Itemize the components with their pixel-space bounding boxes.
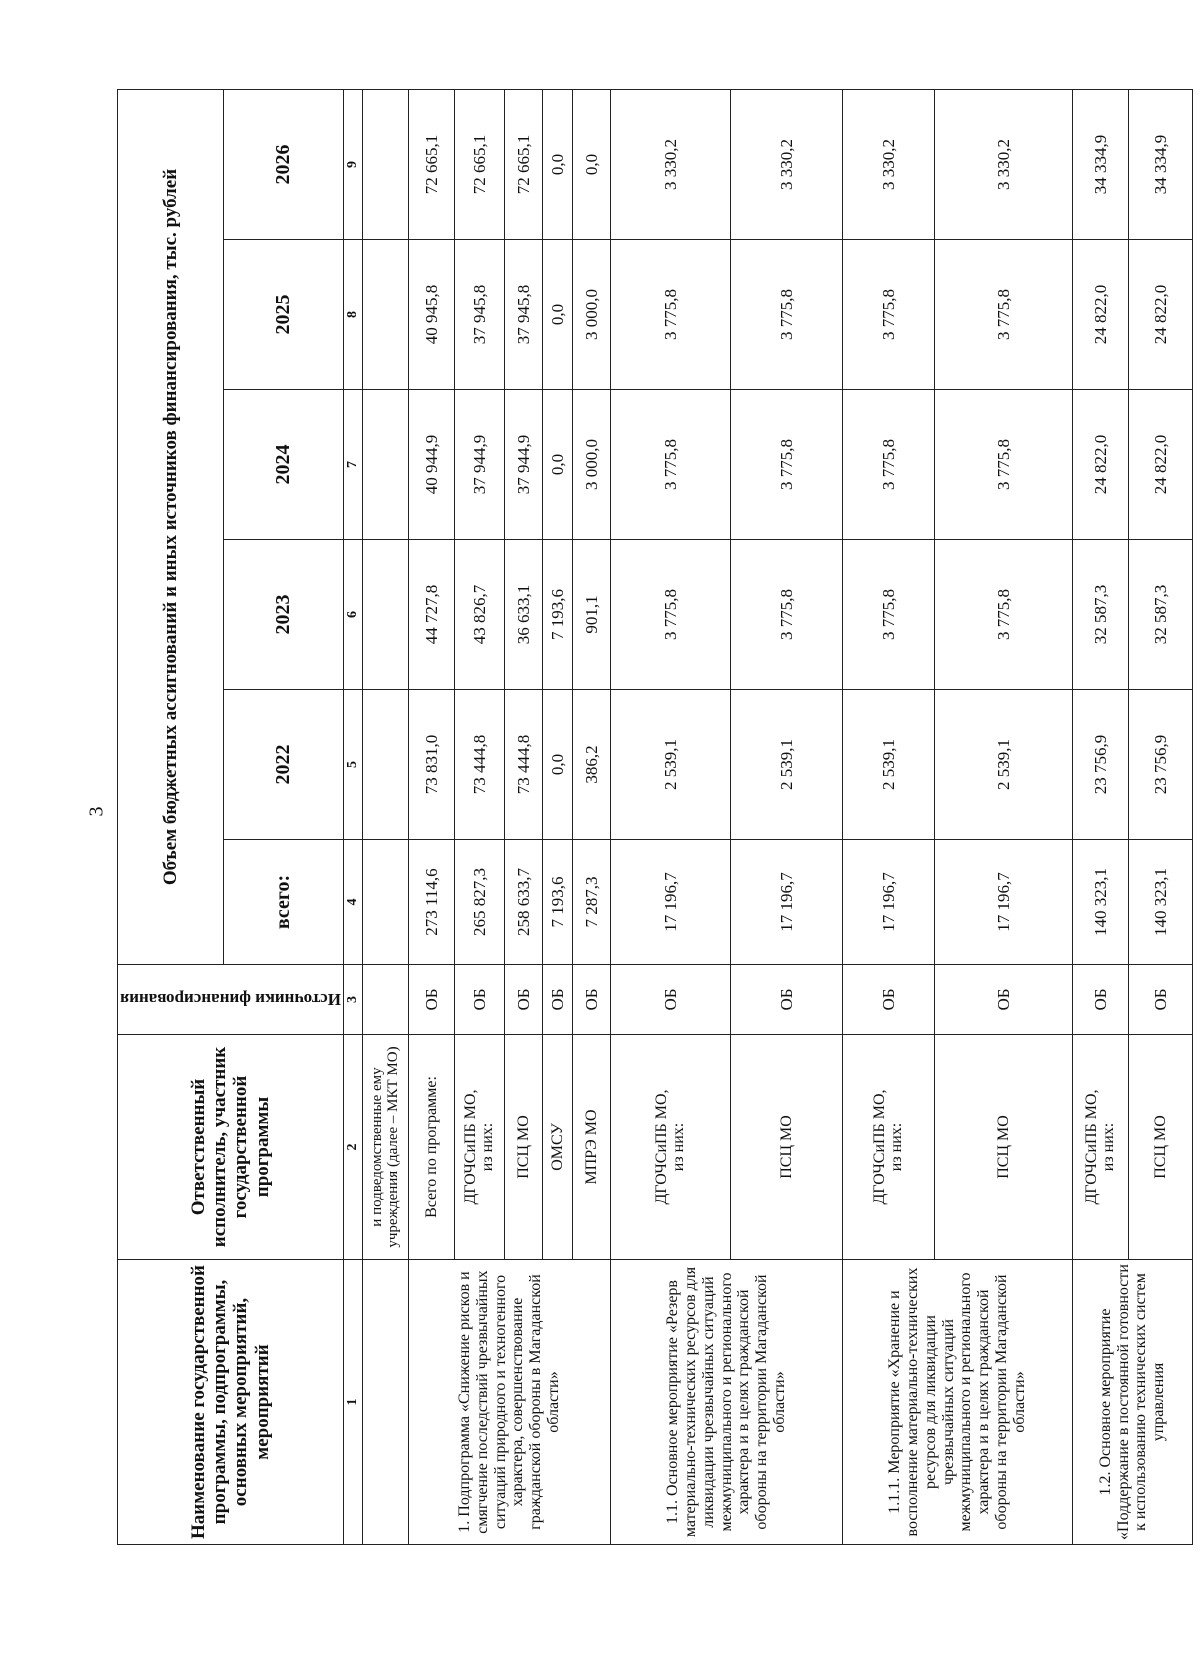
amount-cell: 3 775,8: [610, 390, 730, 540]
amount-cell: 43 826,7: [454, 540, 504, 690]
amount-cell: 23 756,9: [1072, 690, 1128, 840]
program-1-rows: [408, 89, 610, 1544]
executor-cell: ПСЦ МО: [504, 1035, 542, 1260]
executor-cell: ДГОЧСиПБ МО, из них:: [610, 1035, 730, 1260]
header-funding-source: [118, 965, 344, 1035]
amount-cell: 0,0: [542, 240, 572, 390]
column-number: 2: [343, 1035, 362, 1260]
amount-cell: 73 444,8: [504, 690, 542, 840]
header-total: всего:: [223, 840, 343, 965]
amount-cell: 24 822,0: [1128, 240, 1192, 390]
amount-cell: 2 539,1: [842, 690, 934, 840]
amount-cell: 37 945,8: [454, 240, 504, 390]
amount-cell: 3 000,0: [572, 240, 610, 390]
measure-name: 1.1. Основное мероприятие «Резерв материально-технических ресурсов для ликвидации чрезвычайных ситуаций межмуниципального и регионального характера и в целях гражданской обороны на территории Магаданской области»: [610, 1260, 842, 1545]
amount-cell: 24 822,0: [1072, 390, 1128, 540]
column-number: 1: [343, 1260, 362, 1545]
executor-cell: ДГОЧСиПБ МО, из них:: [454, 1035, 504, 1260]
header-year-2022: 2022: [223, 690, 343, 840]
amount-cell: 34 334,9: [1128, 89, 1192, 239]
empty-cell: [362, 840, 408, 965]
empty-cell: [362, 1260, 408, 1545]
amount-cell: 273 114,6: [408, 840, 454, 965]
funding-source-cell: ОБ: [504, 965, 542, 1035]
amount-cell: 17 196,7: [610, 840, 730, 965]
executor-cell: МПРЭ МО: [572, 1035, 610, 1260]
amount-cell: 140 323,1: [1128, 840, 1192, 965]
amount-cell: 2 539,1: [610, 690, 730, 840]
amount-cell: 3 330,2: [842, 89, 934, 239]
amount-cell: 3 330,2: [610, 89, 730, 239]
page-number: 3: [85, 806, 108, 817]
amount-cell: 40 945,8: [408, 240, 454, 390]
column-number: 5: [343, 690, 362, 840]
amount-cell: 0,0: [542, 89, 572, 239]
amount-cell: 24 822,0: [1072, 240, 1128, 390]
empty-cell: [362, 89, 408, 239]
amount-cell: 44 727,8: [408, 540, 454, 690]
empty-cell: [362, 690, 408, 840]
column-number-row: [343, 89, 362, 1544]
amount-cell: 3 775,8: [610, 540, 730, 690]
funding-source-cell: ОБ: [542, 965, 572, 1035]
amount-cell: 3 775,8: [842, 240, 934, 390]
amount-cell: 3 775,8: [730, 390, 842, 540]
funding-source-cell: ОБ: [454, 965, 504, 1035]
empty-cell: [362, 540, 408, 690]
amount-cell: 73 444,8: [454, 690, 504, 840]
amount-cell: 24 822,0: [1128, 390, 1192, 540]
amount-cell: 0,0: [572, 89, 610, 239]
column-number: 4: [343, 840, 362, 965]
header-year-2023: 2023: [223, 540, 343, 690]
measure-1-1-rows: [610, 89, 842, 1544]
amount-cell: 36 633,1: [504, 540, 542, 690]
header-funding-volume: Объем бюджетных ассигнований и иных источников финансирования, тыс. рублей: [118, 89, 224, 964]
column-number: 6: [343, 540, 362, 690]
amount-cell: 7 287,3: [572, 840, 610, 965]
funding-source-cell: ОБ: [610, 965, 730, 1035]
amount-cell: 32 587,3: [1128, 540, 1192, 690]
amount-cell: 37 944,9: [454, 390, 504, 540]
amount-cell: 3 775,8: [842, 390, 934, 540]
measure-name: 1. Подпрограмма «Снижение рисков и смягчение последствий чрезвычайных ситуаций природного и техногенного характера, совершенствование гражданской обороны в Магаданской области»: [408, 1260, 610, 1545]
amount-cell: 3 775,8: [842, 540, 934, 690]
amount-cell: 3 775,8: [730, 240, 842, 390]
amount-cell: 140 323,1: [1072, 840, 1128, 965]
amount-cell: 17 196,7: [934, 840, 1072, 965]
funding-source-cell: ОБ: [842, 965, 934, 1035]
measure-1-1-1-rows: [842, 89, 1072, 1544]
amount-cell: 3 775,8: [934, 240, 1072, 390]
amount-cell: 2 539,1: [730, 690, 842, 840]
amount-cell: 901,1: [572, 540, 610, 690]
header-funding-source-text: Источники финансирования: [120, 990, 341, 1010]
amount-cell: 265 827,3: [454, 840, 504, 965]
amount-cell: 40 944,9: [408, 390, 454, 540]
table-row: [842, 89, 934, 1544]
header-year-2026: 2026: [223, 89, 343, 239]
header-program-name: Наименование государственной программы, подпрограммы, основных мероприятий, мероприятий: [118, 1260, 344, 1545]
measure-name: 1.2. Основное мероприятие «Поддержание в постоянной готовности к использованию технических систем управления: [1072, 1260, 1192, 1545]
amount-cell: 7 193,6: [542, 540, 572, 690]
executor-cell: ДГОЧСиПБ МО, из них:: [842, 1035, 934, 1260]
funding-source-cell: ОБ: [934, 965, 1072, 1035]
executor-cell: ПСЦ МО: [730, 1035, 842, 1260]
measure-1-2-rows: [1072, 89, 1192, 1544]
column-number: 8: [343, 240, 362, 390]
amount-cell: 0,0: [542, 690, 572, 840]
amount-cell: 3 775,8: [934, 540, 1072, 690]
executor-cell: ОМСУ: [542, 1035, 572, 1260]
table-row: [362, 89, 408, 1544]
amount-cell: 3 775,8: [934, 390, 1072, 540]
amount-cell: 72 665,1: [408, 89, 454, 239]
header-executor: Ответственный исполнитель, участник государственной программы: [118, 1035, 344, 1260]
amount-cell: 73 831,0: [408, 690, 454, 840]
empty-cell: [362, 390, 408, 540]
amount-cell: 3 775,8: [610, 240, 730, 390]
amount-cell: 3 330,2: [934, 89, 1072, 239]
amount-cell: 23 756,9: [1128, 690, 1192, 840]
funding-source-cell: ОБ: [572, 965, 610, 1035]
header-year-2025: 2025: [223, 240, 343, 390]
executor-cell: ДГОЧСиПБ МО, из них:: [1072, 1035, 1128, 1260]
funding-source-cell: ОБ: [1128, 965, 1192, 1035]
amount-cell: 17 196,7: [842, 840, 934, 965]
amount-cell: 0,0: [542, 390, 572, 540]
amount-cell: 386,2: [572, 690, 610, 840]
amount-cell: 2 539,1: [934, 690, 1072, 840]
amount-cell: 258 633,7: [504, 840, 542, 965]
header-year-2024: 2024: [223, 390, 343, 540]
column-number: 3: [343, 965, 362, 1035]
amount-cell: 72 665,1: [454, 89, 504, 239]
funding-table: [117, 89, 1193, 1545]
column-number: 7: [343, 390, 362, 540]
amount-cell: 3 330,2: [730, 89, 842, 239]
funding-source-cell: ОБ: [730, 965, 842, 1035]
table-row: [408, 89, 454, 1544]
measure-name: 1.1.1. Мероприятие «Хранение и восполнение материально-технических ресурсов для ликвидации чрезвычайных ситуаций межмуниципального и регионального характера и в целях гражданской обороны на территории Магаданской области»: [842, 1260, 1072, 1545]
amount-cell: 72 665,1: [504, 89, 542, 239]
amount-cell: 37 945,8: [504, 240, 542, 390]
amount-cell: 7 193,6: [542, 840, 572, 965]
executor-cell: Всего по программе:: [408, 1035, 454, 1260]
amount-cell: 32 587,3: [1072, 540, 1128, 690]
empty-cell: [362, 240, 408, 390]
executor-cell: ПСЦ МО: [1128, 1035, 1192, 1260]
amount-cell: 3 775,8: [730, 540, 842, 690]
amount-cell: 34 334,9: [1072, 89, 1128, 239]
column-number: 9: [343, 89, 362, 239]
funding-source-cell: ОБ: [1072, 965, 1128, 1035]
amount-cell: 3 000,0: [572, 390, 610, 540]
amount-cell: 37 944,9: [504, 390, 542, 540]
carry-over-text: и подведомственные ему учреждения (далее – МКТ МО): [362, 1035, 408, 1260]
executor-cell: ПСЦ МО: [934, 1035, 1072, 1260]
table-row: [1072, 89, 1128, 1544]
funding-source-cell: ОБ: [408, 965, 454, 1035]
rotated-table-area: [117, 90, 1170, 1545]
amount-cell: 17 196,7: [730, 840, 842, 965]
empty-cell: [362, 965, 408, 1035]
table-row: [610, 89, 730, 1544]
